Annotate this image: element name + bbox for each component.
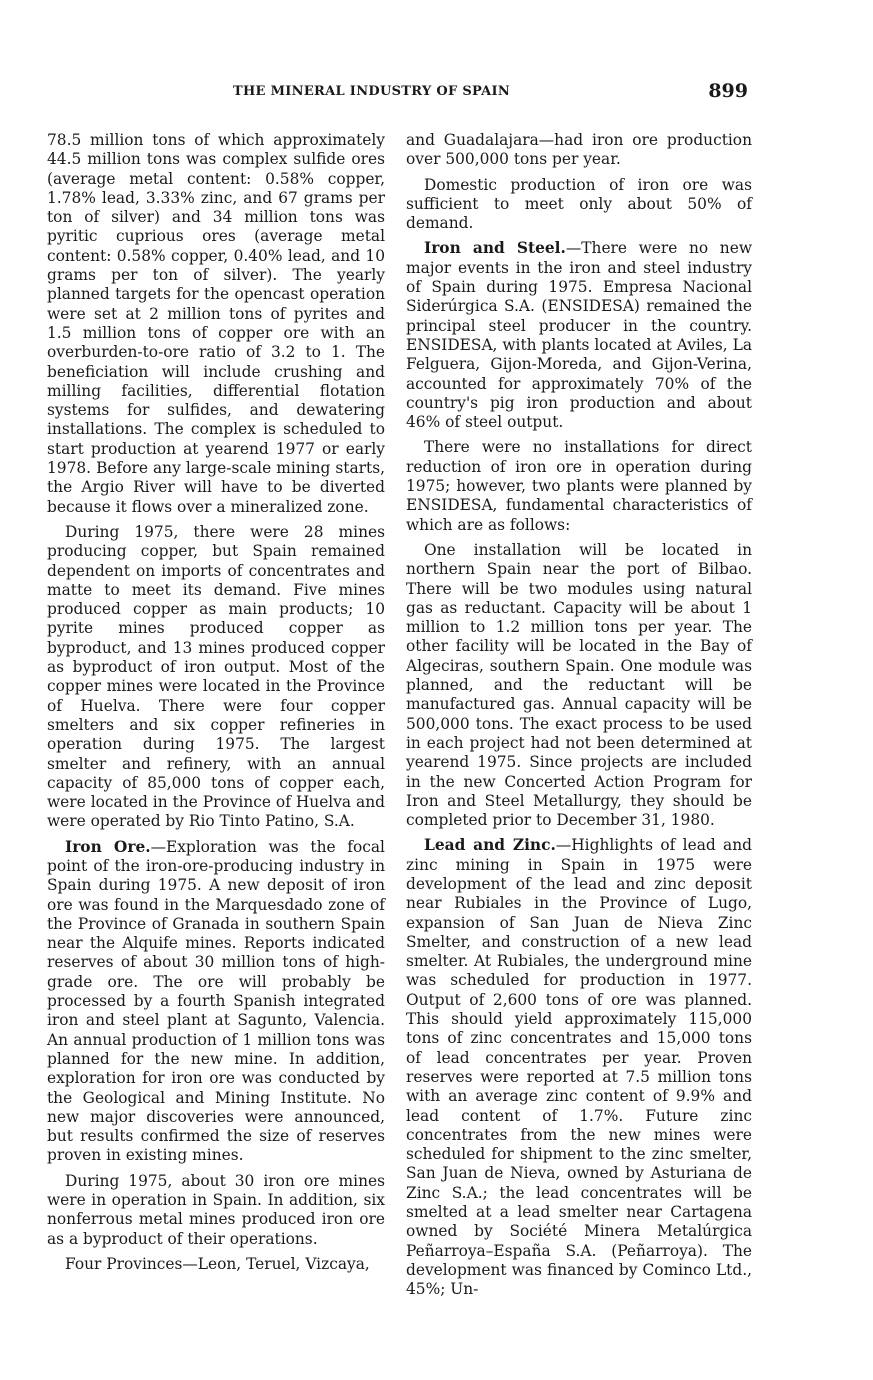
paragraph: [406, 438, 752, 534]
page-number: 899: [708, 80, 748, 102]
paragraph: [47, 838, 385, 1166]
page-header: [48, 80, 748, 110]
paragraph: [406, 239, 752, 432]
paragraph-text: —There were no new major events in the iron and steel industry of Spain during 1975. Empresa Nacional Siderúrgica S.A. (ENSIDESA) remained the principal steel producer in the country. ENSIDESA, with plants located at Aviles, La Felguera, Gijon-Moreda, and Gijon-Verina, accounted for approximately 70% of the country's pig iron production and about 46% of steel output.: [406, 239, 752, 432]
section-heading: Iron and Steel.: [424, 239, 566, 258]
paragraph: [47, 1172, 385, 1249]
paragraph: [406, 836, 752, 1299]
section-heading: Lead and Zinc.: [424, 836, 556, 855]
running-title: THE MINERAL INDUSTRY OF SPAIN: [233, 84, 511, 99]
paragraph-text: and Guadalajara—had iron ore production over 500,000 tons per year.: [406, 131, 752, 169]
paragraph-text: Four Provinces—Leon, Teruel, Vizcaya,: [65, 1254, 370, 1273]
paragraph: [406, 541, 752, 830]
paragraph-text: 78.5 million tons of which approximately 44.5 million tons was complex sulfide ores (average metal content: 0.58% copper, 1.78% lead, 3.33% zinc, and 67 grams per ton of silver) and 34 million tons was pyritic cuprious ores (average metal content: 0.58% copper, 0.40% lead, and 10 grams per ton of silver). The yearly planned targets for the opencast operation were set at 2 million tons of pyrites and 1.5 million tons of copper ore with an overburden-to-ore ratio of 3.2 to 1. The beneficiation will include crushing and milling facilities, differential flotation systems for sulfides, and dewatering installations. The complex is scheduled to start production at yearend 1977 or early 1978. Before any large-scale mining starts, the Argio River will have to be diverted because it flows over a mineralized zone.: [47, 131, 385, 516]
paragraph-text: During 1975, about 30 iron ore mines were in operation in Spain. In addition, six nonferrous metal mines produced iron ore as a byproduct of their operations.: [47, 1171, 385, 1248]
paragraph: [406, 176, 752, 234]
paragraph: [47, 523, 385, 832]
left-column: [47, 131, 385, 1274]
paragraph: [406, 131, 752, 170]
paragraph-text: —Highlights of lead and zinc mining in Spain in 1975 were development of the lead and zinc deposit near Rubiales in the Province of Lugo, expansion of San Juan de Nieva Zinc Smelter, and construction of a new lead smelter. At Rubiales, the underground mine was scheduled for production in 1977. Output of 2,600 tons of ore was planned. This should yield approximately 115,000 tons of zinc concentrates and 15,000 tons of lead concentrates per year. Proven reserves were reported at 7.5 million tons with an average zinc content of 9.9% and lead content of 1.7%. Future zinc concentrates from the new mines were scheduled for shipment to the zinc smelter, San Juan de Nieva, owned by Asturiana de Zinc S.A.; the lead concentrates will be smelted at a lead smelter near Cartagena owned by Société Minera Metalúrgica Peñarroya–España S.A. (Peñarroya). The development was financed by Cominco Ltd., 45%; Un-: [406, 836, 752, 1299]
paragraph-text: During 1975, there were 28 mines producing copper, but Spain remained dependent on imports of concentrates and matte to meet its demand. Five mines produced copper as main products; 10 pyrite mines produced copper as byproduct, and 13 mines produced copper as byproduct of iron output. Most of the copper mines were located in the Province of Huelva. There were four copper smelters and six copper refineries in operation during 1975. The largest smelter and refinery, with an annual capacity of 85,000 tons of copper each, were located in the Province of Huelva and were operated by Rio Tinto Patino, S.A.: [47, 522, 385, 831]
paragraph-text: One installation will be located in northern Spain near the port of Bilbao. There will be two modules using natural gas as reductant. Capacity will be about 1 million to 1.2 million tons per year. The other facility will be located in the Bay of Algeciras, southern Spain. One module was planned, and the reductant will be manufactured gas. Annual capacity will be 500,000 tons. The exact process to be used in each project had not been determined at yearend 1975. Since projects are included in the new Concerted Action Program for Iron and Steel Metallurgy, they should be completed prior to December 31, 1980.: [406, 540, 752, 830]
section-heading: Iron Ore.: [65, 837, 151, 856]
paragraph: [47, 1255, 385, 1274]
paragraph-text: There were no installations for direct reduction of iron ore in operation during 1975; however, two plants were planned by ENSIDESA, fundamental characteristics of which are as follows:: [406, 438, 752, 534]
paragraph-text: —Exploration was the focal point of the iron-ore-producing industry in Spain during 1975. A new deposit of iron ore was found in the Marquesdado zone of the Province of Granada in southern Spain near the Alquife mines. Reports indicated reserves of about 30 million tons of high-grade ore. The ore will probably be processed by a fourth Spanish integrated iron and steel plant at Sagunto, Valencia. An annual production of 1 million tons was planned for the new mine. In addition, exploration for iron ore was conducted by the Geological and Mining Institute. No new major discoveries were announced, but results confirmed the size of reserves proven in existing mines.: [47, 837, 385, 1165]
paragraph: [47, 131, 385, 517]
right-column: [406, 131, 752, 1300]
paragraph-text: Domestic production of iron ore was sufficient to meet only about 50% of demand.: [406, 175, 752, 233]
